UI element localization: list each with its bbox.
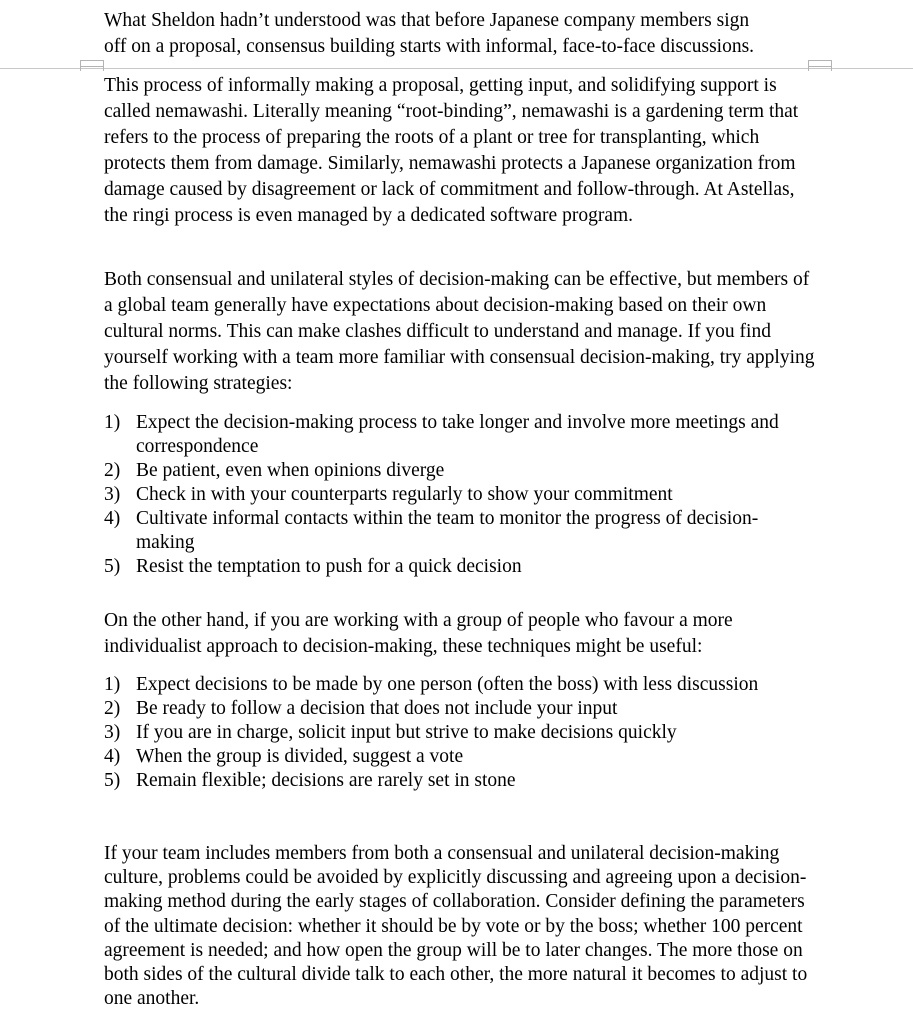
list-item: 1) Expect decisions to be made by one person (often the boss) with less discussion <box>104 674 759 695</box>
list-item: 5) Resist the temptation to push for a quick decision <box>104 556 522 577</box>
intro-paragraph <box>104 8 816 60</box>
list-item: 5) Remain flexible; decisions are rarely set in stone <box>104 770 516 791</box>
left-margin-marker-icon <box>80 60 104 71</box>
closing-paragraph: If your team includes members from both a consensual and unilateral decision-making culture, problems could be avoided by explicitly discussing and agreeing upon a decision-making method during the early stages of collaboration. Consider defining the parameters of the ultimate decision: whether it should be by vote or by the boss; whether 100 percent agreement is needed; and how open the group will be to later changes. The more those on both sides of the cultural divide talk to each other, the more natural it becomes to adjust to one another. <box>104 843 808 1010</box>
list-item: 1) Expect the decision-making process to take longer and involve more meetings and correspondence <box>104 412 779 457</box>
list-item: 3) If you are in charge, solicit input but strive to make decisions quickly <box>104 722 677 743</box>
list-item: 4) When the group is divided, suggest a vote <box>104 746 464 767</box>
intro-line: off on a proposal, consensus building starts with informal, face-to-face discussions. <box>104 36 755 57</box>
page-break-divider <box>0 68 913 69</box>
right-margin-marker-icon <box>808 60 832 71</box>
list-item: 4) Cultivate informal contacts within the team to monitor the progress of decision-making <box>104 508 759 553</box>
list-item: 2) Be patient, even when opinions diverge <box>104 460 445 481</box>
styles-paragraph: Both consensual and unilateral styles of decision-making can be effective, but members of a global team generally have expectations about decision-making based on their own cultural norms. This can make clashes difficult to understand and manage. If you find yourself working with a team more familiar with consensual decision-making, try applying the following strategies: <box>104 269 815 394</box>
other-hand-paragraph: On the other hand, if you are working with a group of people who favour a more individualist approach to decision-making, these techniques might be useful: <box>104 610 733 657</box>
nemawashi-paragraph: This process of informally making a proposal, getting input, and solidifying support is called nemawashi. Literally meaning “root-binding”, nemawashi is a gardening term that refers to the process of preparing the roots of a plant or tree for transplanting, which protects them from damage. Similarly, nemawashi protects a Japanese organization from damage caused by disagreement or lack of commitment and follow-through. At Astellas, the ringi process is even managed by a dedicated software program. <box>104 75 799 226</box>
consensual-strategies-list <box>104 411 816 579</box>
individualist-techniques-list <box>104 673 816 793</box>
list-item: 3) Check in with your counterparts regularly to show your commitment <box>104 484 673 505</box>
list-item: 2) Be ready to follow a decision that does not include your input <box>104 698 618 719</box>
intro-line: What Sheldon hadn’t understood was that before Japanese company members sign <box>104 10 750 31</box>
